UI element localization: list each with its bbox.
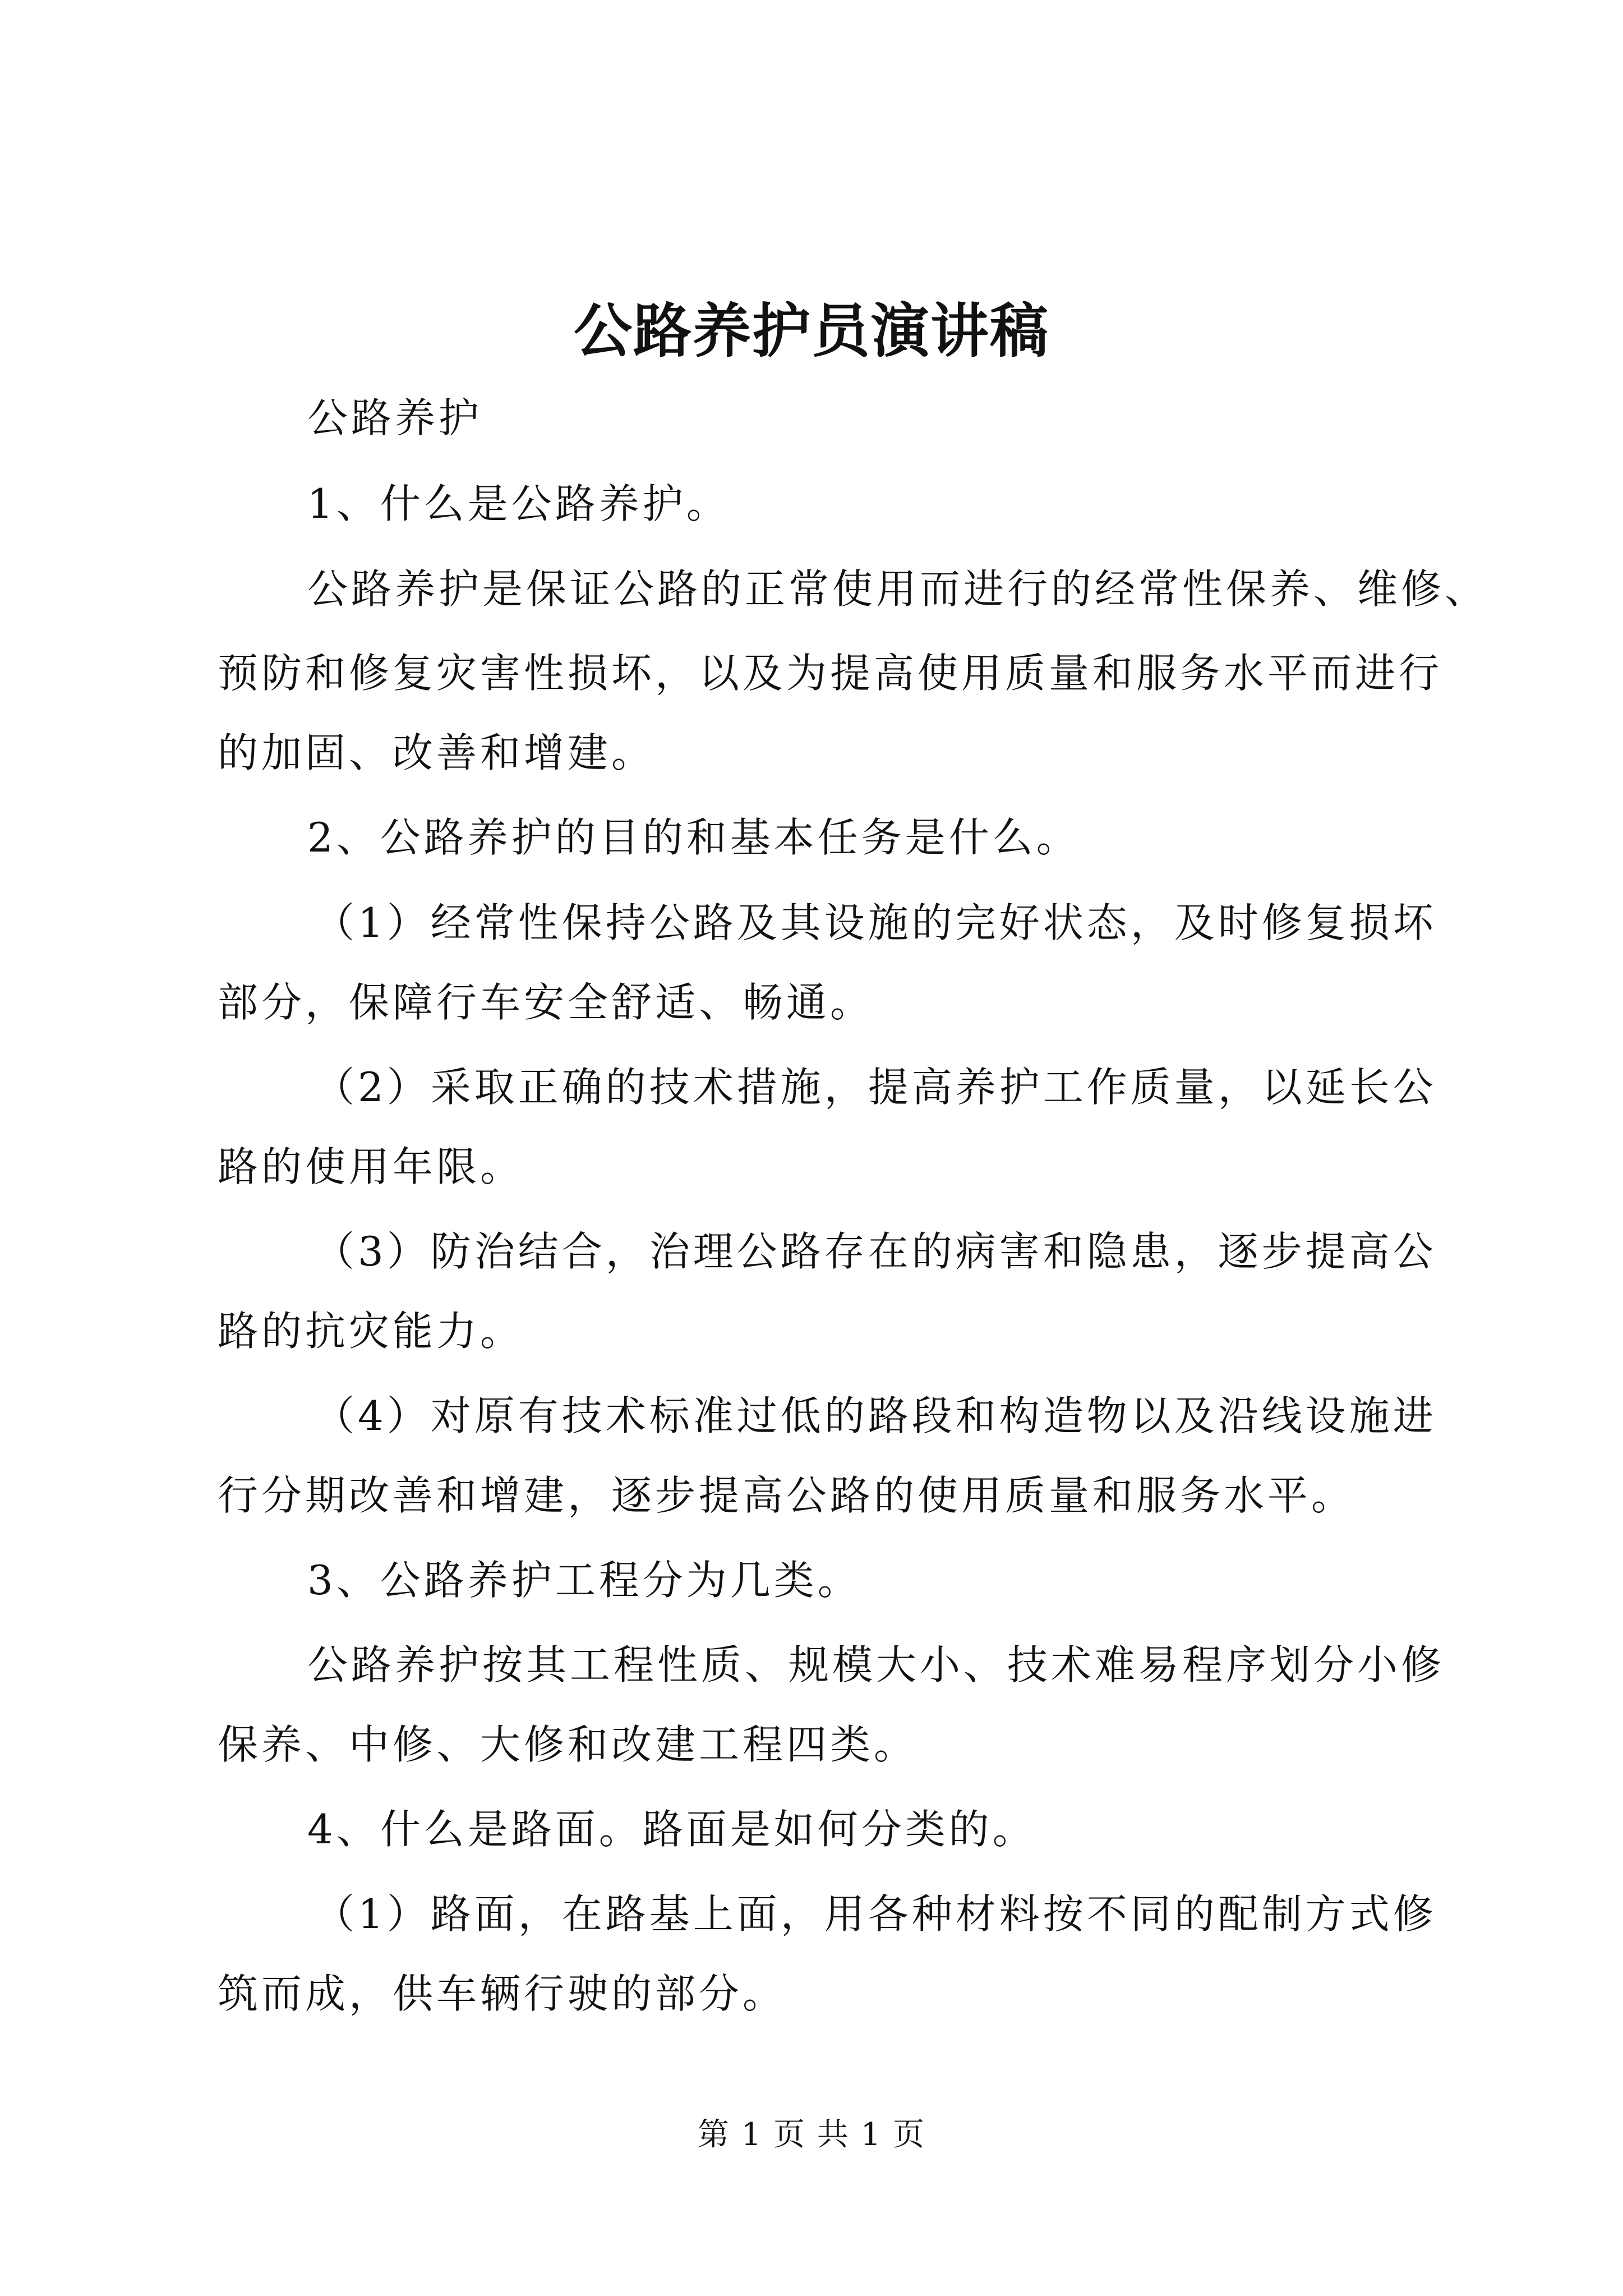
paragraph-line: 公路养护是保证公路的正常使用而进行的经常性保养、维修、 <box>307 565 1489 613</box>
paragraph-line: 4、什么是路面。路面是如何分类的。 <box>307 1806 1036 1853</box>
paragraph-line: 1、什么是公路养护。 <box>307 480 730 527</box>
paragraph-line: 3、公路养护工程分为几类。 <box>307 1557 861 1604</box>
paragraph-line: （4）对原有技术标准过低的路段和构造物以及沿线设施进 <box>314 1392 1437 1439</box>
paragraph-line: 的加固、改善和增建。 <box>218 729 656 776</box>
paragraph-line: 路的抗灾能力。 <box>218 1308 524 1355</box>
paragraph-line: （1）路面，在路基上面，用各种材料按不同的配制方式修 <box>314 1890 1437 1938</box>
paragraph-line: 公路养护 <box>307 394 483 441</box>
document-title: 公路养护员演讲稿 <box>573 296 1049 365</box>
paragraph-line: （2）采取正确的技术措施，提高养护工作质量，以延长公 <box>314 1064 1437 1111</box>
paragraph-line: 筑而成，供车辆行驶的部分。 <box>218 1970 787 2017</box>
paragraph-line: 公路养护按其工程性质、规模大小、技术难易程序划分小修 <box>307 1641 1445 1688</box>
paragraph-line: 2、公路养护的目的和基本任务是什么。 <box>307 814 1080 861</box>
paragraph-line: （3）防治结合，治理公路存在的病害和隐患，逐步提高公 <box>314 1228 1437 1275</box>
paragraph-line: 保养、中修、大修和改建工程四类。 <box>218 1721 918 1768</box>
paragraph-line: 预防和修复灾害性损坏，以及为提高使用质量和服务水平而进行 <box>218 650 1443 697</box>
paragraph-line: 路的使用年限。 <box>218 1143 524 1190</box>
paragraph-line: （1）经常性保持公路及其设施的完好状态，及时修复损坏 <box>314 899 1437 946</box>
page-footer: 第 1 页 共 1 页 <box>697 2116 926 2153</box>
paragraph-line: 部分，保障行车安全舒适、畅通。 <box>218 979 874 1026</box>
paragraph-line: 行分期改善和增建，逐步提高公路的使用质量和服务水平。 <box>218 1472 1355 1519</box>
